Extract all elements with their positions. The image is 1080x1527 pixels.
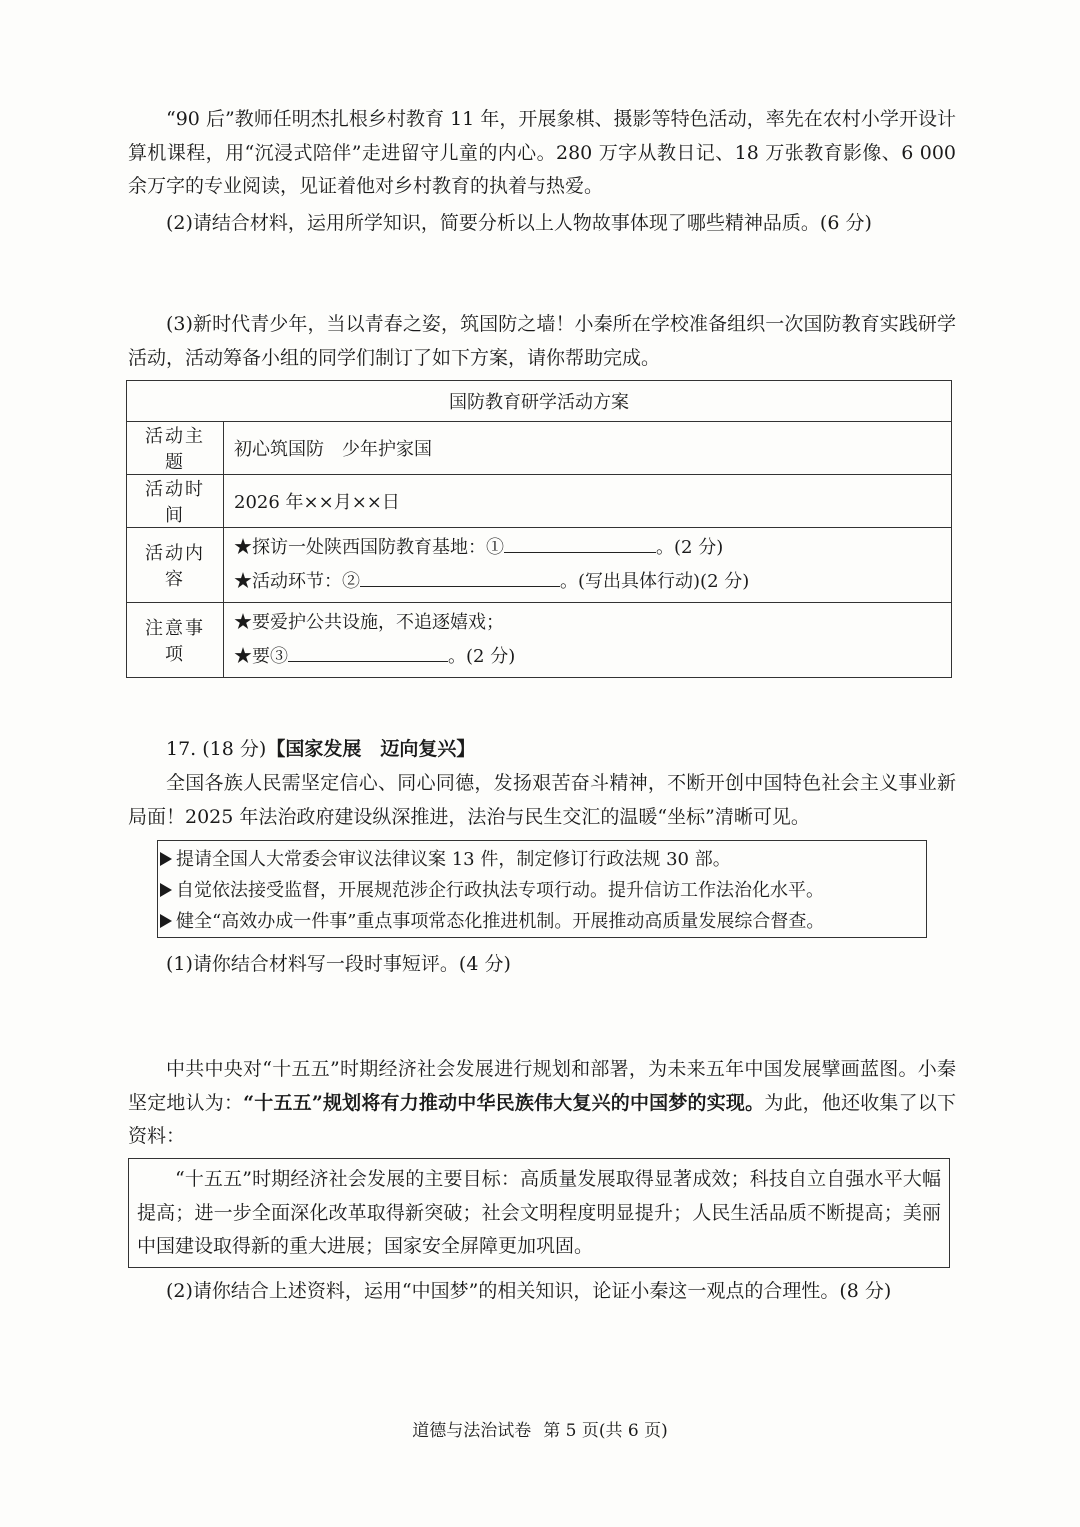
passage-intro: “90 后”教师任明杰扎根乡村教育 11 年，开展象棋、摄影等特色活动，率先在农村小学开设计算机课程，用“沉浸式陪伴”走进留守儿童的内心。280 万字从教日记、18 万张教育影像、6 000 余万字的专业阅读，见证着他对乡村教育的执着与热爱。 [128,108,956,197]
content-line-1-score: 。(2 分) [656,537,724,558]
notes-line-2-text: ★要③ [234,646,288,667]
question-17-2: (2)请你结合上述资料，运用“中国梦”的相关知识，论证小秦这一观点的合理性。(8 分) [166,1280,892,1302]
triangle-bullet-icon [160,883,172,897]
content-line-2-score: 。(写出具体行动)(2 分) [560,571,750,592]
question-16-3: (3)新时代青少年，当以青春之姿，筑国防之墙！小秦所在学校准备组织一次国防教育实践研学活动，活动筹备小组的同学们制订了如下方案，请你帮助完成。 [128,313,956,369]
notes-line-1: ★要爱护公共设施，不追逐嬉戏； [234,612,504,633]
question-17-topic: 【国家发展 迈向复兴】 [266,738,476,760]
theme-label: 活动主题 [127,422,224,475]
page-footer [0,1416,1080,1441]
answer-blank-2[interactable] [360,568,560,587]
content-line-2-text: ★活动环节：② [234,571,360,592]
question-17-para2: 中共中央对“十五五”时期经济社会发展进行规划和部署，为未来五年中国发展擘画蓝图。小秦坚定地认为：“十五五”规划将有力推动中华民族伟大复兴的中国梦的实现。为此，他还收集了以下资料： [128,1058,956,1147]
xiaoqin-viewpoint: “十五五”规划将有力推动中华民族伟大复兴的中国梦的实现。 [243,1091,765,1114]
content-cell [224,528,952,603]
activity-plan-table [126,380,952,678]
measures-box [157,840,927,938]
answer-blank-1[interactable] [504,534,656,553]
measure-item: 提请全国人大常委会审议法律议案 13 件，制定修订行政法规 30 部。 [160,844,926,875]
measure-item: 健全“高效办成一件事”重点事项常态化推进机制。开展推动高质量发展综合督查。 [160,906,926,937]
plan-title: 国防教育研学活动方案 [127,381,952,422]
question-17-intro: 全国各族人民需坚定信心、同心同德，发扬艰苦奋斗精神，不断开创中国特色社会主义事业新局面！2025 年法治政府建设纵深推进，法治与民生交汇的温暖“坐标”清晰可见。 [128,772,956,828]
content-line-1 [234,531,941,565]
theme-value: 初心筑国防 少年护家国 [224,422,952,475]
time-label: 活动时间 [127,475,224,528]
answer-blank-3[interactable] [288,643,448,662]
notes-line-2-score: 。(2 分) [448,646,516,667]
time-value: 2026 年××月××日 [224,475,952,528]
notes-label: 注意事项 [127,603,224,678]
triangle-bullet-icon [160,914,172,928]
content-line-1-text: ★探访一处陕西国防教育基地：① [234,537,504,558]
goals-text: “十五五”时期经济社会发展的主要目标：高质量发展取得显著成效；科技自立自强水平大幅提高；进一步全面深化改革取得新突破；社会文明程度明显提升；人民生活品质不断提高；美丽中国建设取得新的重大进展；国家安全屏障更加巩固。 [137,1168,941,1257]
content-line-2 [234,565,941,599]
footer-page-number: 第 5 页(共 6 页) [543,1421,668,1441]
goals-box [128,1158,950,1268]
question-16-2: (2)请结合材料，运用所学知识，简要分析以上人物故事体现了哪些精神品质。(6 分) [166,212,872,234]
question-17-heading [166,733,475,766]
triangle-bullet-icon [160,852,172,866]
question-17-1: (1)请你结合材料写一段时事短评。(4 分) [166,953,511,975]
question-17-number: 17. (18 分) [166,738,267,760]
footer-subject: 道德与法治试卷 [412,1421,532,1441]
notes-line-2 [234,640,941,674]
measure-item: 自觉依法接受监督，开展规范涉企行政执法专项行动。提升信访工作法治化水平。 [160,875,926,906]
notes-cell [224,603,952,678]
content-label: 活动内容 [127,528,224,603]
